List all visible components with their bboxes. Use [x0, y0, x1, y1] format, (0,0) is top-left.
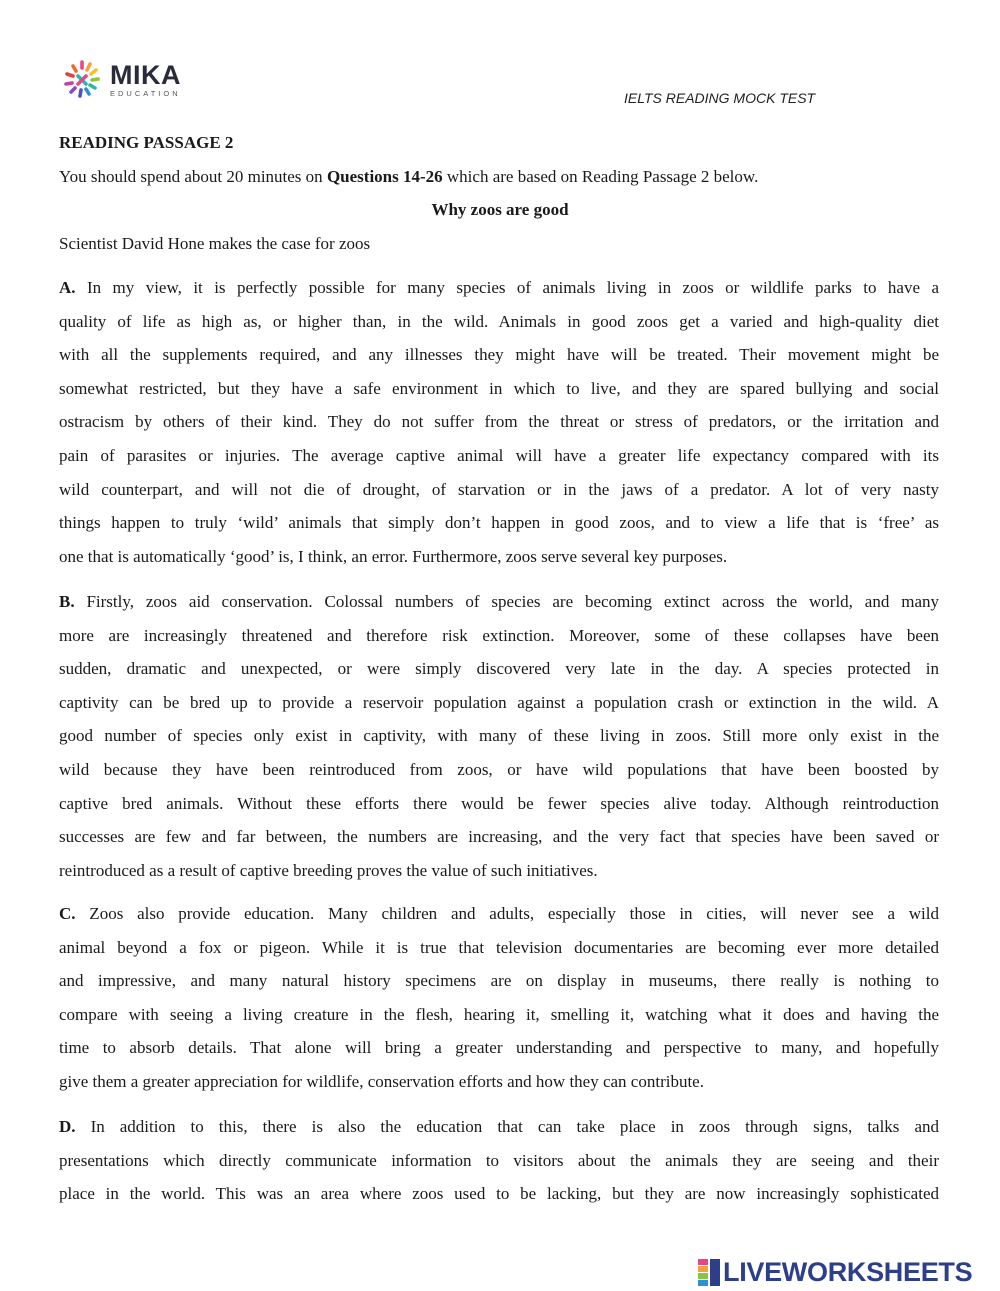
paragraph-line: give them a greater appreciation for wildlife, conservation efforts and how they can contribute.: [59, 1071, 704, 1091]
instruction-post: which are based on Reading Passage 2 below.: [442, 167, 759, 186]
paragraph-line: one that is automatically ‘good’ is, I think, an error. Furthermore, zoos serve several key purposes.: [59, 546, 728, 566]
paragraph-line: pain of parasites or injuries. The average captive animal will have a greater life expectancy compared with its: [59, 445, 939, 465]
paragraph-line: D. In addition to this, there is also the education that can take place in zoos through signs, talks and: [59, 1117, 939, 1136]
paragraph-line: more are increasingly threatened and therefore risk extinction. Moreover, some of these collapses have been: [59, 625, 939, 645]
instruction-pre: You should spend about 20 minutes on: [59, 167, 327, 186]
paragraph-line: A. In my view, it is perfectly possible for many species of animals living in zoos or wildlife parks to have a: [59, 278, 939, 297]
paragraph-line: animal beyond a fox or pigeon. While it is true that television documentaries are becoming ever more detailed: [59, 937, 939, 957]
paragraph-line: presentations which directly communicate information to visitors about the animals they are seeing and their: [59, 1150, 939, 1170]
passage-subtitle: Scientist David Hone makes the case for zoos: [59, 234, 371, 253]
liveworksheets-watermark: [698, 1257, 972, 1288]
paragraph-letter: A.: [59, 278, 76, 297]
logo-name: MIKA: [110, 60, 181, 91]
paragraph-letter: D.: [59, 1117, 76, 1136]
passage-label: READING PASSAGE 2: [59, 133, 234, 152]
paragraph-line: somewhat restricted, but they have a safe environment in which to live, and they are spared bullying and social: [59, 378, 939, 398]
paragraph-line: place in the world. This was an area where zoos used to be lacking, but they are now increasingly sophisticated: [59, 1184, 939, 1204]
passage-title: Why zoos are good: [431, 200, 569, 219]
paragraph-line: reintroduced as a result of captive breeding proves the value of such initiatives.: [59, 860, 598, 880]
liveworksheets-text: LIVEWORKSHEETS: [723, 1257, 973, 1287]
paragraph-line: and impressive, and many natural history specimens are on display in museums, there really is nothing to: [59, 971, 939, 991]
paragraph-line: compare with seeing a living creature in the flesh, hearing it, smelling it, watching what it does and having the: [59, 1004, 939, 1024]
paragraph-d: [59, 1110, 939, 1211]
mika-logo-mark-icon: [60, 58, 104, 102]
paragraph-a: [59, 271, 939, 573]
paragraph-line: wild counterpart, and will not die of drought, of starvation or in the jaws of a predator. A lot of very nasty: [59, 479, 939, 499]
paragraph-line: sudden, dramatic and unexpected, or were simply discovered very late in the day. A species protected in: [59, 659, 939, 679]
paragraph-line: ostracism by others of their kind. They do not suffer from the threat or stress of predators, or the irritation and: [59, 412, 939, 432]
paragraph-line: time to absorb details. That alone will bring a greater understanding and perspective to many, and hopefully: [59, 1038, 939, 1058]
instruction-questions: Questions 14-26: [326, 167, 443, 186]
test-name: IELTS READING MOCK TEST: [624, 90, 816, 106]
paragraph-line: successes are few and far between, the numbers are increasing, and the very fact that species have been saved or: [59, 827, 939, 847]
liveworksheets-logo-icon: [698, 1259, 720, 1287]
paragraph-letter: B.: [59, 592, 75, 611]
paragraph-b: [59, 585, 939, 887]
paragraph-line: with all the supplements required, and any illnesses they might have will be treated. Their movement might be: [59, 345, 939, 365]
instruction: [59, 167, 758, 187]
paragraph-line: B. Firstly, zoos aid conservation. Colossal numbers of species are becoming extinct across the world, and many: [59, 592, 939, 611]
paragraph-line: things happen to truly ‘wild’ animals that simply don’t happen in good zoos, and to view a life that is ‘free’ as: [59, 513, 939, 533]
paragraph-line: wild because they have been reintroduced from zoos, or have wild populations that have been boosted by: [59, 759, 939, 779]
paragraph-line: good number of species only exist in captivity, with many of these living in zoos. Still more only exist in the: [59, 726, 939, 746]
paragraph-line: C. Zoos also provide education. Many children and adults, especially those in cities, will never see a wild: [59, 904, 939, 923]
paragraph-letter: C.: [59, 904, 76, 923]
paragraph-line: captivity can be bred up to provide a reservoir population against a population crash or extinction in the wild. A: [59, 692, 939, 712]
paragraph-c: [59, 897, 939, 1099]
paragraph-line: quality of life as high as, or higher than, in the wild. Animals in good zoos get a varied and high-quality diet: [59, 311, 939, 331]
logo-subtitle: EDUCATION: [110, 89, 181, 99]
paragraph-line: captive bred animals. Without these efforts there would be fewer species alive today. Although reintroduction: [59, 793, 939, 813]
mika-logo: [60, 58, 181, 102]
